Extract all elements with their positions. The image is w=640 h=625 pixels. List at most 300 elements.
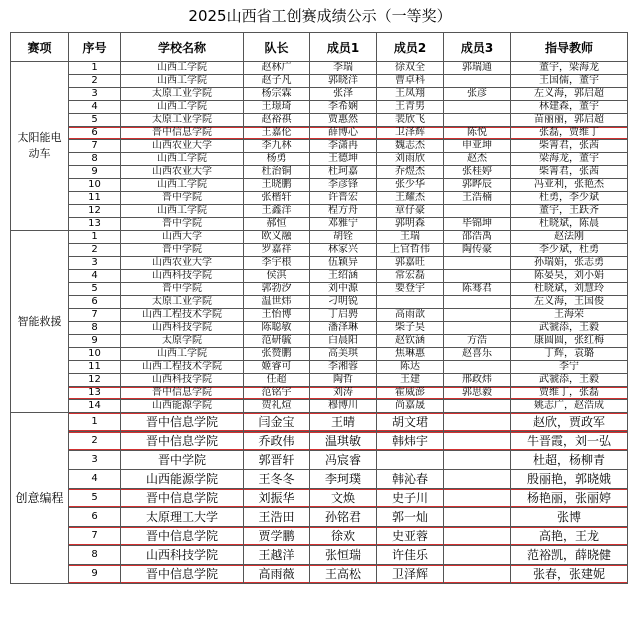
cell-captain: 贾学鹏 bbox=[244, 527, 310, 546]
cell-school: 晋中信息学院 bbox=[121, 432, 244, 451]
cell-member3 bbox=[444, 270, 511, 283]
cell-school: 晋中学院 bbox=[121, 451, 244, 470]
cell-member1: 王德坤 bbox=[310, 153, 377, 166]
cell-no: 10 bbox=[69, 348, 121, 361]
cell-teacher: 杜勇，李少斌 bbox=[511, 192, 628, 205]
cell-teacher: 梁海龙，董宇 bbox=[511, 153, 628, 166]
cell-member3 bbox=[444, 114, 511, 127]
cell-captain: 任超 bbox=[244, 374, 310, 387]
cell-member2: 乔煜杰 bbox=[377, 166, 444, 179]
table-row bbox=[11, 192, 628, 205]
cell-captain: 侯淇 bbox=[244, 270, 310, 283]
table-row bbox=[11, 387, 628, 400]
cell-member1: 程方舟 bbox=[310, 205, 377, 218]
cell-captain: 王晓鹏 bbox=[244, 179, 310, 192]
table-row bbox=[11, 508, 628, 527]
table-row bbox=[11, 296, 628, 309]
cell-member2: 赵钦涵 bbox=[377, 335, 444, 348]
cell-teacher: 冯亚利，张艳杰 bbox=[511, 179, 628, 192]
cell-member2: 要登宇 bbox=[377, 283, 444, 296]
table-row bbox=[11, 62, 628, 75]
cell-captain: 王越洋 bbox=[244, 546, 310, 565]
cell-captain: 李九林 bbox=[244, 140, 310, 153]
cell-teacher: 李宁 bbox=[511, 361, 628, 374]
header-member2: 成员2 bbox=[377, 33, 444, 62]
table-row bbox=[11, 432, 628, 451]
table-row bbox=[11, 205, 628, 218]
header-member3: 成员3 bbox=[444, 33, 511, 62]
cell-member3: 赵杰 bbox=[444, 153, 511, 166]
cell-no: 4 bbox=[69, 270, 121, 283]
cell-no: 5 bbox=[69, 489, 121, 508]
cell-teacher: 张博 bbox=[511, 508, 628, 527]
cell-teacher: 牛晋霞，刘一弘 bbox=[511, 432, 628, 451]
cell-captain: 闫金宝 bbox=[244, 413, 310, 432]
cell-school: 晋中信息学院 bbox=[121, 413, 244, 432]
cell-captain: 张赞鹏 bbox=[244, 348, 310, 361]
table-row bbox=[11, 470, 628, 489]
cell-teacher: 殷丽艳，郭晓娥 bbox=[511, 470, 628, 489]
cell-member1: 冯宸睿 bbox=[310, 451, 377, 470]
cell-no: 4 bbox=[69, 470, 121, 489]
cell-member1: 张恒瑞 bbox=[310, 546, 377, 565]
cell-member3 bbox=[444, 470, 511, 489]
cell-member2: 王建 bbox=[377, 374, 444, 387]
cell-member3 bbox=[444, 400, 511, 413]
cell-school: 山西工程技术学院 bbox=[121, 309, 244, 322]
cell-teacher: 康圆圆，张红梅 bbox=[511, 335, 628, 348]
cell-no: 2 bbox=[69, 244, 121, 257]
cell-member3: 陶传豪 bbox=[444, 244, 511, 257]
cell-member2: 史亚蓉 bbox=[377, 527, 444, 546]
cell-member1: 许晋宏 bbox=[310, 192, 377, 205]
cell-member3: 赵喜乐 bbox=[444, 348, 511, 361]
cell-teacher: 高艳，王龙 bbox=[511, 527, 628, 546]
cell-teacher: 左义海，王国俊 bbox=[511, 296, 628, 309]
cell-member1: 李湘蓉 bbox=[310, 361, 377, 374]
cell-school: 山西工学院 bbox=[121, 153, 244, 166]
cell-member3: 邢政炜 bbox=[444, 374, 511, 387]
cell-member3 bbox=[444, 451, 511, 470]
cell-member2: 许佳乐 bbox=[377, 546, 444, 565]
awards-table bbox=[10, 32, 628, 584]
section-label: 太阳能电动车 bbox=[11, 62, 69, 231]
cell-no: 7 bbox=[69, 140, 121, 153]
table-row bbox=[11, 335, 628, 348]
cell-no: 7 bbox=[69, 309, 121, 322]
cell-member2: 郭嘉旺 bbox=[377, 257, 444, 270]
table-row bbox=[11, 114, 628, 127]
table-row bbox=[11, 283, 628, 296]
cell-member3: 王浩楠 bbox=[444, 192, 511, 205]
cell-teacher: 贾维丁，张磊 bbox=[511, 387, 628, 400]
cell-member2: 郭一灿 bbox=[377, 508, 444, 527]
cell-captain: 欧义融 bbox=[244, 231, 310, 244]
cell-member3 bbox=[444, 101, 511, 114]
table-row bbox=[11, 489, 628, 508]
cell-member3 bbox=[444, 257, 511, 270]
cell-member2: 张少华 bbox=[377, 179, 444, 192]
cell-member1: 林家兴 bbox=[310, 244, 377, 257]
cell-teacher: 杨艳丽，张丽婷 bbox=[511, 489, 628, 508]
table-row bbox=[11, 218, 628, 231]
cell-school: 山西农业大学 bbox=[121, 140, 244, 153]
cell-captain: 杨宗霖 bbox=[244, 88, 310, 101]
cell-school: 太原工业学院 bbox=[121, 88, 244, 101]
cell-school: 山西工学院 bbox=[121, 205, 244, 218]
cell-member1: 张泽 bbox=[310, 88, 377, 101]
cell-school: 晋中学院 bbox=[121, 244, 244, 257]
table-row bbox=[11, 309, 628, 322]
cell-teacher: 武虢添，王毅 bbox=[511, 374, 628, 387]
cell-member3 bbox=[444, 413, 511, 432]
cell-member3: 邵浩禹 bbox=[444, 231, 511, 244]
cell-teacher: 赵欣，贾政军 bbox=[511, 413, 628, 432]
table-row bbox=[11, 451, 628, 470]
cell-captain: 高雨薇 bbox=[244, 565, 310, 584]
section-label: 智能救援 bbox=[11, 231, 69, 413]
cell-member1: 穆博川 bbox=[310, 400, 377, 413]
cell-captain: 王嘉伦 bbox=[244, 127, 310, 140]
cell-member2: 焦琳惠 bbox=[377, 348, 444, 361]
table-row bbox=[11, 374, 628, 387]
cell-member1: 白晨阳 bbox=[310, 335, 377, 348]
cell-captain: 范铭宇 bbox=[244, 387, 310, 400]
cell-member2: 柴子昊 bbox=[377, 322, 444, 335]
cell-member2 bbox=[377, 296, 444, 309]
table-row bbox=[11, 244, 628, 257]
cell-member3: 方浩 bbox=[444, 335, 511, 348]
cell-no: 2 bbox=[69, 432, 121, 451]
table-row bbox=[11, 348, 628, 361]
cell-no: 8 bbox=[69, 153, 121, 166]
cell-member3 bbox=[444, 296, 511, 309]
cell-school: 晋中学院 bbox=[121, 218, 244, 231]
cell-no: 13 bbox=[69, 387, 121, 400]
cell-no: 9 bbox=[69, 166, 121, 179]
header-captain: 队长 bbox=[244, 33, 310, 62]
cell-teacher: 赵法刚 bbox=[511, 231, 628, 244]
cell-teacher: 王国儒，董宇 bbox=[511, 75, 628, 88]
header-teacher: 指导教师 bbox=[511, 33, 628, 62]
cell-school: 太原工业学院 bbox=[121, 114, 244, 127]
cell-member1: 刘涛 bbox=[310, 387, 377, 400]
cell-member2: 王瑞 bbox=[377, 231, 444, 244]
cell-member1: 伍颖异 bbox=[310, 257, 377, 270]
cell-no: 1 bbox=[69, 62, 121, 75]
cell-school: 太原理工大学 bbox=[121, 508, 244, 527]
cell-member2 bbox=[377, 451, 444, 470]
cell-member1: 文焕 bbox=[310, 489, 377, 508]
cell-school: 晋中信息学院 bbox=[121, 387, 244, 400]
cell-member2: 卫泽辉 bbox=[377, 565, 444, 584]
cell-member3 bbox=[444, 565, 511, 584]
cell-school: 晋中信息学院 bbox=[121, 489, 244, 508]
cell-member1: 徐欢 bbox=[310, 527, 377, 546]
cell-member1: 潘泽琳 bbox=[310, 322, 377, 335]
cell-teacher: 姚志广，赵浩成 bbox=[511, 400, 628, 413]
cell-member3 bbox=[444, 546, 511, 565]
cell-member3 bbox=[444, 75, 511, 88]
cell-teacher: 左义海，郭启超 bbox=[511, 88, 628, 101]
cell-teacher: 张磊，贾维丁 bbox=[511, 127, 628, 140]
cell-no: 1 bbox=[69, 413, 121, 432]
cell-member2: 王青男 bbox=[377, 101, 444, 114]
cell-member2: 韩炜宇 bbox=[377, 432, 444, 451]
cell-member2: 高雨歆 bbox=[377, 309, 444, 322]
cell-member2: 徐双全 bbox=[377, 62, 444, 75]
table-body bbox=[11, 62, 628, 584]
cell-school: 晋中学院 bbox=[121, 283, 244, 296]
cell-teacher: 陈晏昊，刘小娟 bbox=[511, 270, 628, 283]
cell-school: 山西科技学院 bbox=[121, 546, 244, 565]
cell-member2: 陈达 bbox=[377, 361, 444, 374]
cell-no: 7 bbox=[69, 527, 121, 546]
table-row bbox=[11, 527, 628, 546]
cell-teacher: 丁辉，袁璐 bbox=[511, 348, 628, 361]
cell-member3: 郭晔辰 bbox=[444, 179, 511, 192]
header-member1: 成员1 bbox=[310, 33, 377, 62]
table-row bbox=[11, 127, 628, 140]
cell-captain: 杜治铜 bbox=[244, 166, 310, 179]
table-row bbox=[11, 166, 628, 179]
cell-member1: 王高松 bbox=[310, 565, 377, 584]
table-row bbox=[11, 361, 628, 374]
header-school: 学校名称 bbox=[121, 33, 244, 62]
cell-member2: 卫泽辉 bbox=[377, 127, 444, 140]
cell-captain: 乔政伟 bbox=[244, 432, 310, 451]
cell-school: 山西工学院 bbox=[121, 179, 244, 192]
table-row bbox=[11, 322, 628, 335]
table-row bbox=[11, 101, 628, 114]
cell-member1: 丁启骋 bbox=[310, 309, 377, 322]
cell-teacher: 范裕凯，薛晓健 bbox=[511, 546, 628, 565]
cell-school: 晋中学院 bbox=[121, 192, 244, 205]
cell-captain: 范研毓 bbox=[244, 335, 310, 348]
cell-member3 bbox=[444, 508, 511, 527]
cell-member1: 杜珂嘉 bbox=[310, 166, 377, 179]
cell-school: 太原学院 bbox=[121, 335, 244, 348]
cell-teacher: 柴箐君，张茜 bbox=[511, 166, 628, 179]
cell-no: 9 bbox=[69, 565, 121, 584]
cell-school: 山西科技学院 bbox=[121, 322, 244, 335]
cell-member1: 李彦锋 bbox=[310, 179, 377, 192]
cell-member1: 高美琪 bbox=[310, 348, 377, 361]
cell-school: 晋中信息学院 bbox=[121, 127, 244, 140]
cell-captain: 姬睿可 bbox=[244, 361, 310, 374]
cell-school: 太原工业学院 bbox=[121, 296, 244, 309]
cell-teacher: 孙瑞娟，张志勇 bbox=[511, 257, 628, 270]
header-row bbox=[11, 33, 628, 62]
cell-no: 2 bbox=[69, 75, 121, 88]
cell-no: 5 bbox=[69, 114, 121, 127]
cell-school: 山西科技学院 bbox=[121, 374, 244, 387]
cell-no: 13 bbox=[69, 218, 121, 231]
cell-captain: 贺礼煊 bbox=[244, 400, 310, 413]
cell-member2: 曹卓科 bbox=[377, 75, 444, 88]
cell-captain: 罗嘉祥 bbox=[244, 244, 310, 257]
cell-no: 3 bbox=[69, 88, 121, 101]
cell-member1: 薛博心 bbox=[310, 127, 377, 140]
cell-teacher: 苗丽丽，郭启超 bbox=[511, 114, 628, 127]
cell-teacher: 武虢添，王毅 bbox=[511, 322, 628, 335]
page-title: 2025山西省工创赛成绩公示（一等奖） bbox=[188, 7, 452, 25]
cell-school: 山西工程技术学院 bbox=[121, 361, 244, 374]
cell-no: 6 bbox=[69, 508, 121, 527]
cell-member3: 申亚坤 bbox=[444, 140, 511, 153]
cell-no: 9 bbox=[69, 335, 121, 348]
cell-captain: 王怡博 bbox=[244, 309, 310, 322]
cell-member1: 刁明锐 bbox=[310, 296, 377, 309]
table-row bbox=[11, 400, 628, 413]
cell-school: 山西能源学院 bbox=[121, 400, 244, 413]
cell-member1: 孙铭君 bbox=[310, 508, 377, 527]
cell-member3: 郭瑞通 bbox=[444, 62, 511, 75]
cell-no: 5 bbox=[69, 283, 121, 296]
cell-teacher: 李少斌，杜勇 bbox=[511, 244, 628, 257]
cell-captain: 李宇根 bbox=[244, 257, 310, 270]
cell-captain: 郭晋轩 bbox=[244, 451, 310, 470]
cell-school: 山西工学院 bbox=[121, 62, 244, 75]
cell-member1: 李珂璞 bbox=[310, 470, 377, 489]
section-label: 创意编程 bbox=[11, 413, 69, 584]
cell-no: 12 bbox=[69, 205, 121, 218]
cell-no: 3 bbox=[69, 257, 121, 270]
cell-captain: 王鑫洋 bbox=[244, 205, 310, 218]
cell-teacher: 王海荣 bbox=[511, 309, 628, 322]
table-row bbox=[11, 413, 628, 432]
cell-member1: 郭晓洋 bbox=[310, 75, 377, 88]
cell-no: 8 bbox=[69, 322, 121, 335]
cell-member2: 史子川 bbox=[377, 489, 444, 508]
cell-captain: 赵子凡 bbox=[244, 75, 310, 88]
cell-no: 8 bbox=[69, 546, 121, 565]
cell-no: 3 bbox=[69, 451, 121, 470]
table-row bbox=[11, 546, 628, 565]
cell-member2: 上官哲伟 bbox=[377, 244, 444, 257]
cell-captain: 温世炜 bbox=[244, 296, 310, 309]
cell-teacher: 林建森，董宇 bbox=[511, 101, 628, 114]
cell-no: 12 bbox=[69, 374, 121, 387]
cell-member1: 李瑞 bbox=[310, 62, 377, 75]
cell-member3: 陈悦 bbox=[444, 127, 511, 140]
cell-captain: 赵裕祺 bbox=[244, 114, 310, 127]
header-no: 序号 bbox=[69, 33, 121, 62]
cell-captain: 杨勇 bbox=[244, 153, 310, 166]
cell-member1: 王绍涵 bbox=[310, 270, 377, 283]
cell-teacher: 董宇，梁海龙 bbox=[511, 62, 628, 75]
cell-member3: 张彦 bbox=[444, 88, 511, 101]
cell-school: 山西农业大学 bbox=[121, 166, 244, 179]
cell-school: 山西工学院 bbox=[121, 348, 244, 361]
cell-member1: 邓雅宁 bbox=[310, 218, 377, 231]
cell-member1: 李希娴 bbox=[310, 101, 377, 114]
cell-member3: 张桂婷 bbox=[444, 166, 511, 179]
cell-member2: 王耀杰 bbox=[377, 192, 444, 205]
cell-member2: 常宏磊 bbox=[377, 270, 444, 283]
cell-member2: 韩沁春 bbox=[377, 470, 444, 489]
cell-member2: 裴欣飞 bbox=[377, 114, 444, 127]
cell-member1: 贾惠然 bbox=[310, 114, 377, 127]
cell-member2: 尚嘉晟 bbox=[377, 400, 444, 413]
cell-no: 14 bbox=[69, 400, 121, 413]
cell-school: 山西工学院 bbox=[121, 75, 244, 88]
cell-member3: 郭思毅 bbox=[444, 387, 511, 400]
cell-no: 4 bbox=[69, 101, 121, 114]
cell-captain: 陈聪敏 bbox=[244, 322, 310, 335]
cell-teacher: 张春，张建妮 bbox=[511, 565, 628, 584]
table-row bbox=[11, 75, 628, 88]
cell-member3: 毕锦坤 bbox=[444, 218, 511, 231]
cell-school: 山西能源学院 bbox=[121, 470, 244, 489]
cell-no: 11 bbox=[69, 192, 121, 205]
table-row bbox=[11, 140, 628, 153]
table-row bbox=[11, 179, 628, 192]
cell-member3 bbox=[444, 322, 511, 335]
table-row bbox=[11, 565, 628, 584]
cell-member3 bbox=[444, 489, 511, 508]
cell-member2: 魏志杰 bbox=[377, 140, 444, 153]
cell-captain: 张楷轩 bbox=[244, 192, 310, 205]
cell-member3 bbox=[444, 309, 511, 322]
cell-member1: 温琪敏 bbox=[310, 432, 377, 451]
table-row bbox=[11, 231, 628, 244]
cell-member3 bbox=[444, 205, 511, 218]
cell-captain: 王璟琦 bbox=[244, 101, 310, 114]
cell-member3 bbox=[444, 432, 511, 451]
cell-captain: 王冬冬 bbox=[244, 470, 310, 489]
cell-member2: 王凤翔 bbox=[377, 88, 444, 101]
table-row bbox=[11, 88, 628, 101]
header-event: 赛项 bbox=[11, 33, 69, 62]
cell-captain: 郝恒 bbox=[244, 218, 310, 231]
cell-school: 晋中信息学院 bbox=[121, 565, 244, 584]
cell-captain: 刘振华 bbox=[244, 489, 310, 508]
cell-teacher: 杜晓斌，刘慧玲 bbox=[511, 283, 628, 296]
cell-captain: 郭勃汐 bbox=[244, 283, 310, 296]
cell-no: 10 bbox=[69, 179, 121, 192]
cell-school: 山西农业大学 bbox=[121, 257, 244, 270]
cell-no: 11 bbox=[69, 361, 121, 374]
table-row bbox=[11, 257, 628, 270]
cell-teacher: 董宇，王跃齐 bbox=[511, 205, 628, 218]
cell-no: 6 bbox=[69, 127, 121, 140]
table-row bbox=[11, 270, 628, 283]
cell-no: 6 bbox=[69, 296, 121, 309]
cell-member1: 胡铨 bbox=[310, 231, 377, 244]
cell-member1: 王晴 bbox=[310, 413, 377, 432]
cell-school: 山西大学 bbox=[121, 231, 244, 244]
cell-school: 山西工学院 bbox=[121, 101, 244, 114]
cell-member1: 李潇冉 bbox=[310, 140, 377, 153]
cell-teacher: 杜超，杨柳青 bbox=[511, 451, 628, 470]
cell-teacher: 杜晓斌，陈晨 bbox=[511, 218, 628, 231]
cell-member1: 陶哲 bbox=[310, 374, 377, 387]
cell-captain: 赵林广 bbox=[244, 62, 310, 75]
cell-member3 bbox=[444, 527, 511, 546]
cell-member2: 霍威澎 bbox=[377, 387, 444, 400]
cell-member2: 胡文珺 bbox=[377, 413, 444, 432]
cell-member3 bbox=[444, 361, 511, 374]
cell-member3: 陈骞君 bbox=[444, 283, 511, 296]
cell-school: 晋中信息学院 bbox=[121, 527, 244, 546]
cell-member2: 郭明森 bbox=[377, 218, 444, 231]
cell-member1: 刘中源 bbox=[310, 283, 377, 296]
cell-school: 山西科技学院 bbox=[121, 270, 244, 283]
cell-captain: 王浩田 bbox=[244, 508, 310, 527]
table-row bbox=[11, 153, 628, 166]
cell-member2: 刘雨欣 bbox=[377, 153, 444, 166]
